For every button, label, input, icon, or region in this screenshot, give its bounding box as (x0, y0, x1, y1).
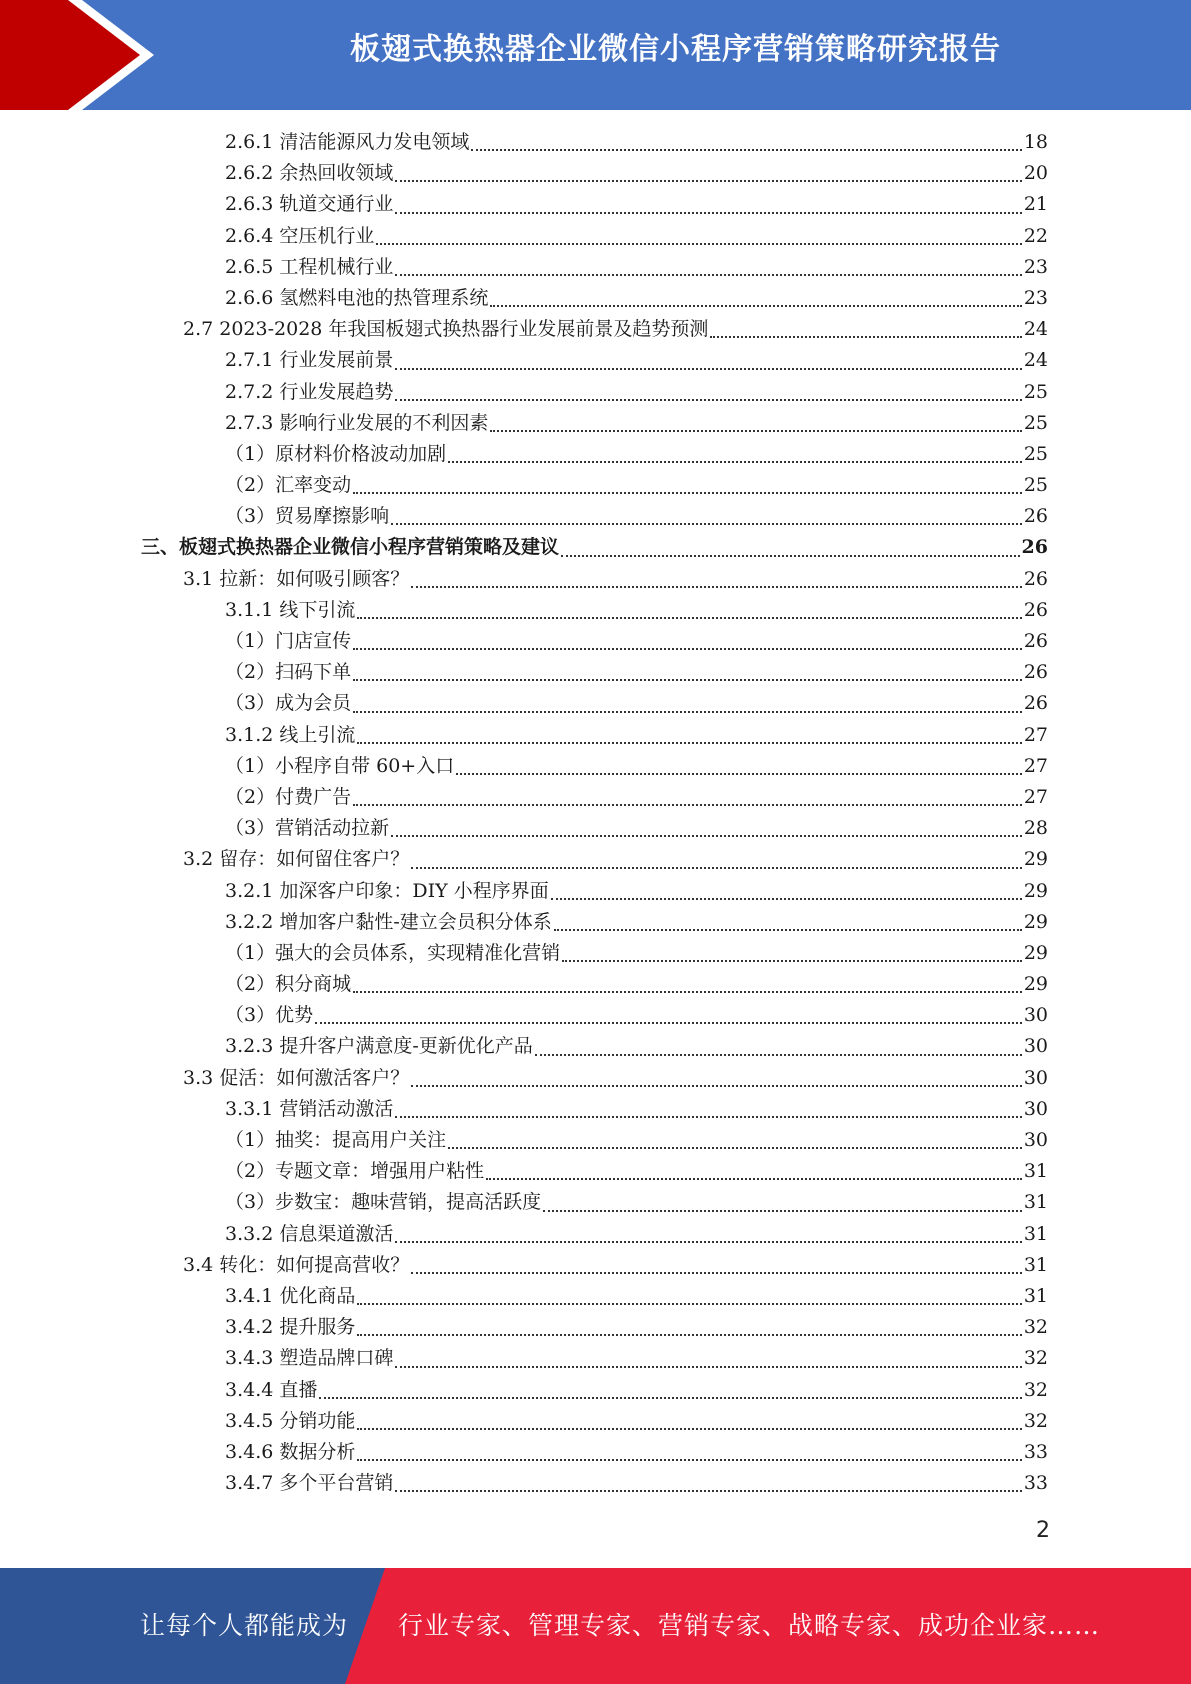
toc-dot-leader (357, 1459, 1021, 1461)
toc-entry[interactable] (0, 907, 1191, 938)
toc-entry-page: 27 (1023, 785, 1048, 808)
toc-entry-label: （1）小程序自带 60+入口 (225, 754, 455, 777)
toc-entry-label: 2.7.1 行业发展前景 (225, 349, 394, 372)
toc-entry-page: 31 (1023, 1222, 1048, 1245)
toc-entry[interactable] (0, 1187, 1191, 1218)
toc-entry[interactable] (0, 751, 1191, 782)
page-footer (0, 1568, 1191, 1684)
toc-entry-label: 2.7.3 影响行业发展的不利因素 (225, 411, 489, 434)
toc-entry-page: 31 (1023, 1284, 1048, 1307)
toc-entry[interactable] (0, 688, 1191, 719)
toc-dot-leader (395, 1366, 1021, 1368)
toc-dot-leader (456, 773, 1022, 775)
toc-entry-page: 29 (1023, 848, 1048, 871)
toc-entry[interactable] (0, 1312, 1191, 1343)
toc-entry[interactable] (0, 408, 1191, 439)
toc-dot-leader (448, 1147, 1022, 1149)
toc-entry-label: 2.7.2 行业发展趋势 (225, 380, 394, 403)
toc-entry-label: 3.3.1 营销活动激活 (225, 1097, 394, 1120)
toc-entry-page: 18 (1023, 131, 1048, 153)
toc-entry-label: 3.4 转化：如何提高营收？ (183, 1253, 410, 1276)
toc-dot-leader (395, 399, 1021, 401)
toc-entry[interactable] (0, 501, 1191, 532)
toc-entry[interactable] (0, 844, 1191, 875)
toc-entry-page: 32 (1023, 1378, 1048, 1401)
toc-entry-page: 29 (1023, 910, 1048, 933)
toc-entry-label: 3.1.1 线下引流 (225, 598, 356, 621)
toc-entry-label: 3.4.7 多个平台营销 (225, 1472, 394, 1495)
toc-entry-label: 3.4.6 数据分析 (225, 1440, 356, 1463)
toc-entry[interactable] (0, 283, 1191, 314)
toc-entry-page: 29 (1023, 879, 1048, 902)
toc-entry-page: 30 (1023, 1097, 1048, 1120)
toc-entry-label: （2）专题文章：增强用户粘性 (225, 1160, 485, 1183)
toc-entry-label: （2）付费广告 (225, 785, 352, 808)
toc-dot-leader (411, 1085, 1022, 1087)
toc-entry[interactable] (0, 345, 1191, 376)
toc-entry-label: 2.6.6 氢燃料电池的热管理系统 (225, 286, 489, 309)
toc-entry-page: 26 (1023, 598, 1048, 621)
toc-entry-label: 3.4.1 优化商品 (225, 1284, 356, 1307)
toc-entry-page: 29 (1023, 973, 1048, 996)
toc-dot-leader (551, 898, 1022, 900)
toc-entry-label: 3.2.3 提升客户满意度-更新优化产品 (225, 1035, 533, 1058)
toc-entry[interactable] (0, 252, 1191, 283)
page-header (0, 0, 1191, 110)
toc-entry[interactable] (0, 938, 1191, 969)
toc-entry-page: 25 (1023, 442, 1048, 465)
toc-entry-label: 3.1 拉新：如何吸引顾客？ (183, 567, 410, 590)
toc-entry-page: 26 (1023, 692, 1048, 715)
toc-entry-page: 28 (1023, 817, 1048, 840)
toc-dot-leader (490, 305, 1021, 307)
toc-entry-label: 3.1.2 线上引流 (225, 723, 356, 746)
toc-dot-leader (395, 1490, 1021, 1492)
toc-entry-page: 26 (1023, 630, 1048, 652)
toc-entry-label: （3）优势 (225, 1004, 314, 1027)
toc-dot-leader (486, 1178, 1022, 1180)
toc-entry-label: （3）贸易摩擦影响 (225, 505, 390, 528)
toc-entry-label: 2.6.5 工程机械行业 (225, 255, 394, 278)
toc-entry[interactable] (0, 1281, 1191, 1312)
toc-entry[interactable] (0, 158, 1191, 189)
toc-dot-leader (561, 555, 1020, 557)
toc-dot-leader (710, 336, 1021, 338)
toc-entry[interactable] (0, 1156, 1191, 1187)
toc-entry-label: 三、板翅式换热器企业微信小程序营销策略及建议 (141, 536, 560, 559)
toc-dot-leader (543, 1210, 1022, 1212)
toc-entry-label: 2.7 2023-2028 年我国板翅式换热器行业发展前景及趋势预测 (183, 318, 709, 341)
toc-entry-page: 24 (1023, 318, 1048, 341)
toc-entry[interactable] (0, 314, 1191, 345)
toc-dot-leader (353, 492, 1022, 494)
toc-dot-leader (395, 1116, 1021, 1118)
toc-entry[interactable] (0, 1406, 1191, 1437)
header-red-chevron (0, 0, 150, 110)
toc-entry[interactable] (0, 1375, 1191, 1406)
toc-entry-label: （2）积分商城 (225, 973, 352, 996)
toc-entry[interactable] (0, 1219, 1191, 1250)
footer-slogan-right: 行业专家、管理专家、营销专家、战略专家、成功企业家…… (398, 1611, 1101, 1640)
toc-entry-label: 3.4.5 分销功能 (225, 1409, 356, 1432)
toc-entry-page: 31 (1023, 1191, 1048, 1214)
toc-entry-page: 22 (1023, 224, 1048, 247)
toc-dot-leader (562, 960, 1022, 962)
toc-entry[interactable] (0, 595, 1191, 626)
toc-entry-label: （3）成为会员 (225, 692, 352, 715)
toc-entry-label: 2.6.4 空压机行业 (225, 224, 375, 247)
toc-entry[interactable] (0, 564, 1191, 595)
toc-entry[interactable] (0, 532, 1191, 563)
toc-entry-page: 31 (1023, 1160, 1048, 1183)
toc-entry[interactable] (0, 626, 1191, 657)
toc-entry-page: 30 (1023, 1129, 1048, 1151)
toc-entry-page: 32 (1023, 1347, 1048, 1370)
toc-dot-leader (357, 1428, 1021, 1430)
toc-entry-page: 21 (1023, 193, 1048, 216)
toc-entry-page: 30 (1023, 1066, 1048, 1089)
toc-entry[interactable] (0, 1468, 1191, 1499)
toc-dot-leader (535, 1054, 1022, 1056)
toc-entry[interactable] (0, 1000, 1191, 1031)
toc-entry-page: 29 (1023, 941, 1048, 964)
toc-entry-label: （1）门店宣传 (225, 630, 352, 652)
toc-dot-leader (395, 274, 1021, 276)
toc-dot-leader (353, 804, 1022, 806)
report-title: 板翅式换热器企业微信小程序营销策略研究报告 (350, 32, 1001, 67)
toc-dot-leader (391, 835, 1022, 837)
toc-entry-page: 20 (1023, 162, 1048, 185)
toc-dot-leader (376, 243, 1021, 245)
toc-entry-page: 25 (1023, 380, 1048, 403)
toc-entry-label: 3.4.2 提升服务 (225, 1316, 356, 1339)
toc-entry-label: 2.6.1 清洁能源风力发电领域 (225, 131, 470, 153)
toc-entry-page: 30 (1023, 1004, 1048, 1027)
toc-entry[interactable] (0, 377, 1191, 408)
toc-entry[interactable] (0, 1094, 1191, 1125)
toc-dot-leader (357, 1334, 1021, 1336)
toc-entry-label: （3）营销活动拉新 (225, 817, 390, 840)
toc-entry-label: （3）步数宝：趣味营销，提高活跃度 (225, 1191, 542, 1214)
toc-entry[interactable] (0, 782, 1191, 813)
toc-dot-leader (490, 430, 1021, 432)
toc-dot-leader (471, 149, 1021, 151)
toc-dot-leader (395, 212, 1021, 214)
toc-entry-label: （2）扫码下单 (225, 661, 352, 684)
toc-entry[interactable] (0, 969, 1191, 1000)
toc-entry[interactable] (0, 1063, 1191, 1094)
toc-dot-leader (319, 1397, 1021, 1399)
toc-dot-leader (448, 461, 1022, 463)
toc-dot-leader (411, 867, 1022, 869)
toc-entry[interactable] (0, 720, 1191, 751)
toc-entry[interactable] (0, 657, 1191, 688)
toc-entry-page: 32 (1023, 1316, 1048, 1339)
toc-entry-page: 33 (1023, 1440, 1048, 1463)
toc-entry-label: 3.4.4 直播 (225, 1378, 318, 1401)
toc-entry[interactable] (0, 439, 1191, 470)
toc-entry-label: （1）强大的会员体系，实现精准化营销 (225, 941, 561, 964)
toc-entry-label: （1）原材料价格波动加剧 (225, 442, 447, 465)
toc-entry[interactable] (0, 1031, 1191, 1062)
toc-dot-leader (411, 586, 1022, 588)
toc-entry[interactable] (0, 221, 1191, 252)
toc-entry-page: 24 (1023, 349, 1048, 372)
toc-entry-label: 3.3.2 信息渠道激活 (225, 1222, 394, 1245)
toc-dot-leader (395, 180, 1021, 182)
toc-dot-leader (353, 679, 1022, 681)
table-of-contents (0, 127, 1191, 1499)
toc-entry-page: 26 (1021, 536, 1048, 559)
toc-entry[interactable] (0, 1343, 1191, 1374)
toc-entry-label: 3.2 留存：如何留住客户？ (183, 848, 410, 871)
toc-entry-label: 3.3 促活：如何激活客户？ (183, 1066, 410, 1089)
toc-dot-leader (357, 1303, 1021, 1305)
toc-entry[interactable] (0, 813, 1191, 844)
toc-entry[interactable] (0, 1125, 1191, 1156)
toc-entry[interactable] (0, 1250, 1191, 1281)
toc-dot-leader (411, 1272, 1022, 1274)
page-number: 2 (1036, 1518, 1050, 1543)
toc-entry-page: 25 (1023, 474, 1048, 497)
toc-entry-label: 2.6.3 轨道交通行业 (225, 193, 394, 216)
toc-dot-leader (357, 617, 1021, 619)
toc-dot-leader (357, 742, 1021, 744)
toc-dot-leader (395, 1241, 1021, 1243)
toc-dot-leader (353, 711, 1022, 713)
toc-dot-leader (554, 929, 1022, 931)
toc-entry-label: （2）汇率变动 (225, 474, 352, 497)
footer-slogan-left: 让每个人都能成为 (140, 1611, 349, 1640)
toc-entry-page: 25 (1023, 411, 1048, 434)
toc-entry[interactable] (0, 189, 1191, 220)
toc-entry-label: 3.2.2 增加客户黏性-建立会员积分体系 (225, 910, 552, 933)
toc-entry-page: 26 (1023, 567, 1048, 590)
toc-dot-leader (391, 523, 1022, 525)
toc-dot-leader (353, 991, 1022, 993)
toc-entry[interactable] (0, 876, 1191, 907)
toc-entry-page: 23 (1023, 286, 1048, 309)
toc-entry-page: 27 (1023, 754, 1048, 777)
toc-entry-page: 31 (1023, 1253, 1048, 1276)
toc-entry-label: 3.4.3 塑造品牌口碑 (225, 1347, 394, 1370)
toc-entry-label: 3.2.1 加深客户印象：DIY 小程序界面 (225, 879, 549, 902)
toc-dot-leader (315, 1022, 1022, 1024)
toc-entry-page: 23 (1023, 255, 1048, 278)
toc-entry-page: 26 (1023, 505, 1048, 528)
toc-dot-leader (353, 648, 1022, 650)
toc-entry-page: 26 (1023, 661, 1048, 684)
toc-entry-label: 2.6.2 余热回收领域 (225, 162, 394, 185)
toc-entry-label: （1）抽奖：提高用户关注 (225, 1129, 447, 1151)
toc-entry[interactable] (0, 127, 1191, 158)
toc-entry-page: 27 (1023, 723, 1048, 746)
toc-entry-page: 33 (1023, 1472, 1048, 1495)
toc-entry[interactable] (0, 1437, 1191, 1468)
toc-entry-page: 32 (1023, 1409, 1048, 1432)
toc-entry-page: 30 (1023, 1035, 1048, 1058)
toc-dot-leader (395, 368, 1021, 370)
toc-entry[interactable] (0, 470, 1191, 501)
